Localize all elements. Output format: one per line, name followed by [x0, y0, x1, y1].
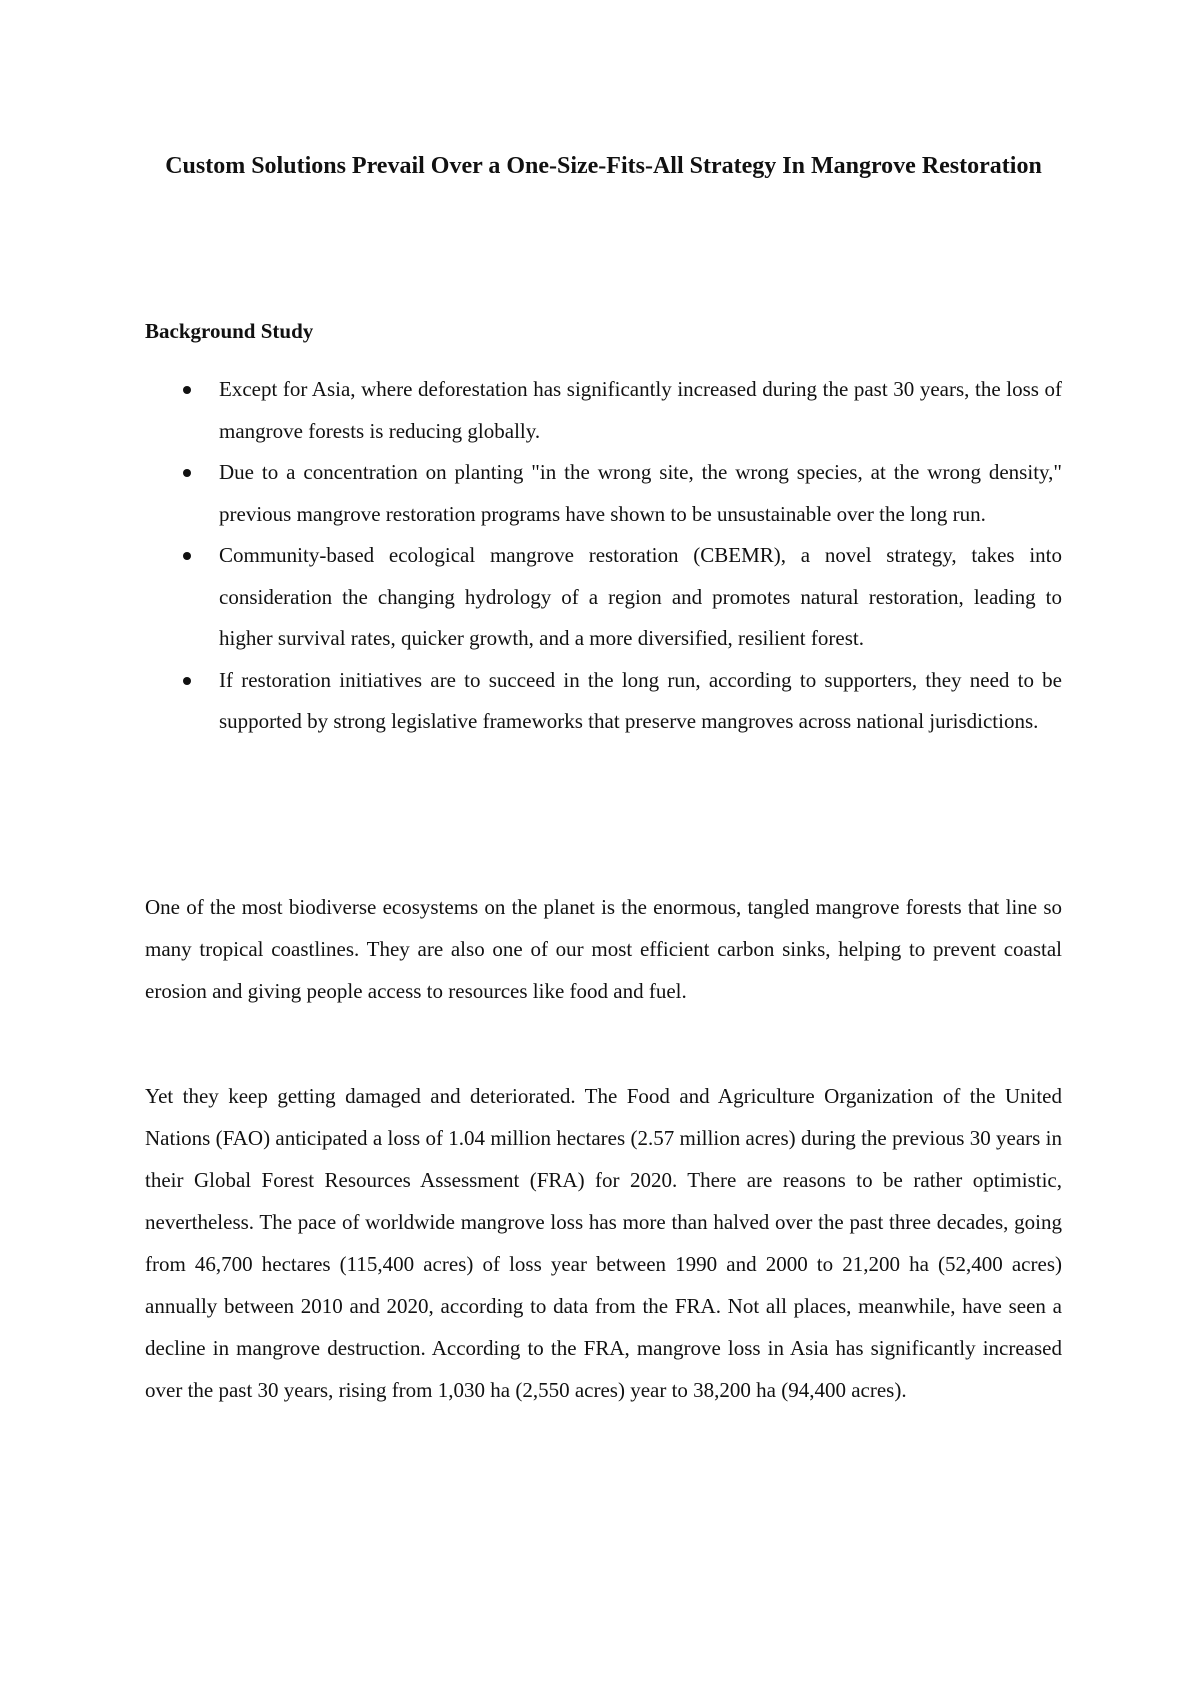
- body-paragraph: One of the most biodiverse ecosystems on the planet is the enormous, tangled mangrove forests that line so many tropical coastlines. They are also one of our most efficient carbon sinks, helping to prevent coastal erosion and giving people access to resources like food and fuel.: [145, 895, 1062, 1003]
- bullet-item: [145, 535, 1062, 660]
- bullet-text: If restoration initiatives are to succeed in the long run, according to supporters, they need to be supported by strong legislative frameworks that preserve mangroves across national jurisdictions.: [219, 667, 1062, 733]
- bullet-text: Except for Asia, where deforestation has significantly increased during the past 30 years, the loss of mangrove forests is reducing globally.: [219, 377, 1062, 443]
- bullet-item: [145, 452, 1062, 535]
- bullet-point-icon: [183, 469, 191, 477]
- bullet-list: [145, 369, 1062, 743]
- bullet-point-icon: [183, 677, 191, 685]
- section-heading: Background Study: [145, 319, 314, 343]
- bullet-point-icon: [183, 386, 191, 394]
- bullet-item: [145, 660, 1062, 743]
- bullet-text: Community-based ecological mangrove restoration (CBEMR), a novel strategy, takes into consideration the changing hydrology of a region and promotes natural restoration, leading to higher survival rates, quicker growth, and a more diversified, resilient forest.: [219, 543, 1062, 650]
- bullet-text: Due to a concentration on planting "in the wrong site, the wrong species, at the wrong density," previous mangrove restoration programs have shown to be unsustainable over the long run.: [219, 460, 1062, 526]
- bullet-item: [145, 369, 1062, 452]
- document-title: Custom Solutions Prevail Over a One-Size-Fits-All Strategy In Mangrove Restoration: [165, 153, 1042, 179]
- document-body: [145, 143, 1062, 1402]
- bullet-point-icon: [183, 552, 191, 560]
- body-paragraph: Yet they keep getting damaged and deteriorated. The Food and Agriculture Organization of the United Nations (FAO) anticipated a loss of 1.04 million hectares (2.57 million acres) during the previous 30 years in their Global Forest Resources Assessment (FRA) for 2020. There are reasons to be rather optimistic, nevertheless. The pace of worldwide mangrove loss has more than halved over the past three decades, going from 46,700 hectares (115,400 acres) of loss year between 1990 and 2000 to 21,200 ha (52,400 acres) annually between 2010 and 2020, according to data from the FRA. Not all places, meanwhile, have seen a decline in mangrove destruction. According to the FRA, mangrove loss in Asia has significantly increased over the past 30 years, rising from 1,030 ha (2,550 acres) year to 38,200 ha (94,400 acres).: [145, 1084, 1062, 1402]
